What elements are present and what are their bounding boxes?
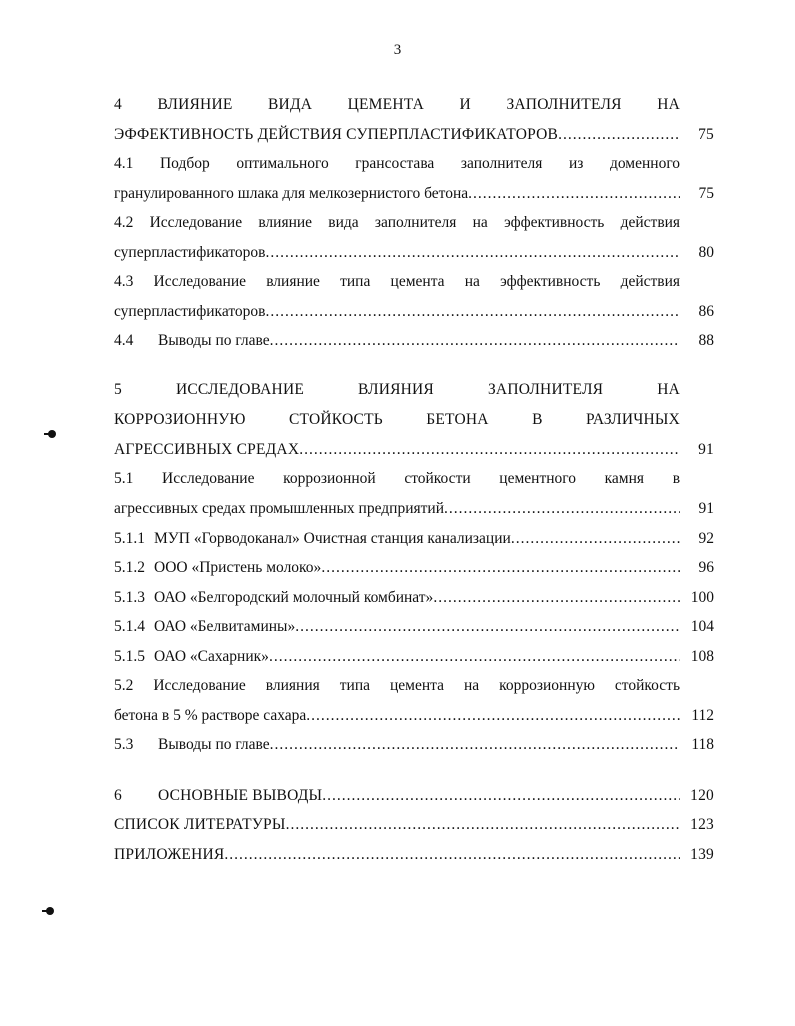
leader-dots <box>444 494 680 524</box>
toc-entry-5-1-1[interactable]: 5.1.1 МУП «Горводоканал» Очистная станция канализации ..... 92 <box>114 524 714 554</box>
page-ref: 86 <box>698 303 714 320</box>
toc-entry-5-2-line1[interactable]: 5.2 Исследование влияния типа цемента на коррозионную стойкость <box>114 677 681 694</box>
toc-entry-5-line1[interactable]: 5 ИССЛЕДОВАНИЕ ВЛИЯНИЯ ЗАПОЛНИТЕЛЯ НА <box>114 381 681 398</box>
leader-dots <box>322 781 680 811</box>
leader-dots <box>265 238 680 268</box>
toc-entry-5-1-line1[interactable]: 5.1 Исследование коррозионной стойкости цементного камня в <box>114 470 681 487</box>
page-ref: 92 <box>698 530 714 547</box>
toc-entry-5-1-4[interactable]: 5.1.4 ОАО «Белвитамины» ..... 104 <box>114 612 714 642</box>
leader-dots <box>270 730 680 760</box>
leader-dots <box>511 524 680 554</box>
punch-hole-mark-lower <box>46 907 54 915</box>
page-ref: 80 <box>698 244 714 261</box>
toc-entry-5-3[interactable]: 5.3 Выводы по главе ..... 118 <box>114 730 714 760</box>
page-ref: 118 <box>691 736 714 753</box>
page-ref: 123 <box>690 816 714 833</box>
page-ref: 96 <box>698 559 714 576</box>
toc-entry-4-2-line1[interactable]: 4.2 Исследование влияние вида заполнителя на эффективность действия <box>114 214 681 231</box>
leader-dots <box>321 553 680 583</box>
page-ref: 108 <box>690 648 714 665</box>
toc-entry-5-1-3[interactable]: 5.1.3 ОАО «Белгородский молочный комбинат» ..... 100 <box>114 583 714 613</box>
toc-entry-4-4[interactable]: 4.4 Выводы по главе ..... 88 <box>114 326 714 356</box>
toc-entry-4-3-line1[interactable]: 4.3 Исследование влияние типа цемента на эффективность действия <box>114 273 681 290</box>
leader-dots <box>224 840 680 870</box>
page-ref: 112 <box>691 707 714 724</box>
page-ref: 104 <box>690 618 714 635</box>
leader-dots <box>558 120 680 150</box>
toc-entry-4-1-line1[interactable]: 4.1 Подбор оптимального грансостава заполнителя из доменного <box>114 155 681 172</box>
toc-entry-6[interactable]: 6 ОСНОВНЫЕ ВЫВОДЫ ..... 120 <box>114 781 714 811</box>
leader-dots <box>286 810 680 840</box>
page-ref: 75 <box>698 185 714 202</box>
punch-hole-mark-upper <box>48 430 56 438</box>
leader-dots <box>295 612 680 642</box>
toc-entry-5-2-line2[interactable]: бетона в 5 % растворе сахара ..... 112 <box>114 701 714 731</box>
leader-dots <box>468 179 680 209</box>
toc-entry-4-line1[interactable]: 4 ВЛИЯНИЕ ВИДА ЦЕМЕНТА И ЗАПОЛНИТЕЛЯ НА <box>114 96 680 113</box>
toc-entry-5-1-line2[interactable]: агрессивных средах промышленных предприятий ..... 91 <box>114 494 714 524</box>
toc-entry-4-1-line2[interactable]: гранулированного шлака для мелкозернистого бетона ..... 75 <box>114 179 714 209</box>
page-ref: 100 <box>690 589 714 606</box>
toc-entry-5-line2[interactable]: КОРРОЗИОННУЮ СТОЙКОСТЬ БЕТОНА В РАЗЛИЧНЫХ <box>114 411 681 428</box>
leader-dots <box>269 642 680 672</box>
toc-entry-4-2-line2[interactable]: суперпластификаторов ..... 80 <box>114 238 714 268</box>
page-ref: 139 <box>690 846 714 863</box>
toc-entry-5-1-2[interactable]: 5.1.2 ООО «Пристень молоко» ..... 96 <box>114 553 714 583</box>
page-ref: 120 <box>690 787 714 804</box>
leader-dots <box>270 326 680 356</box>
toc-entry-5-1-5[interactable]: 5.1.5 ОАО «Сахарник» ..... 108 <box>114 642 714 672</box>
page-ref: 91 <box>698 500 714 517</box>
page-number: 3 <box>393 42 402 58</box>
leader-dots <box>433 583 680 613</box>
toc-entry-4-3-line2[interactable]: суперпластификаторов ..... 86 <box>114 297 714 327</box>
page-ref: 88 <box>698 332 714 349</box>
leader-dots <box>299 435 680 465</box>
toc-entry-appendix[interactable]: ПРИЛОЖЕНИЯ ..... 139 <box>114 840 714 870</box>
toc-entry-4-line2[interactable]: ЭФФЕКТИВНОСТЬ ДЕЙСТВИЯ СУПЕРПЛАСТИФИКАТОРОВ ..... 75 <box>114 120 714 150</box>
leader-dots <box>265 297 680 327</box>
page-ref: 75 <box>698 126 714 143</box>
toc-entry-5-line3[interactable]: АГРЕССИВНЫХ СРЕДАХ ..... 91 <box>114 435 714 465</box>
page-ref: 91 <box>698 441 714 458</box>
leader-dots <box>306 701 680 731</box>
toc-entry-references[interactable]: СПИСОК ЛИТЕРАТУРЫ ..... 123 <box>114 810 714 840</box>
